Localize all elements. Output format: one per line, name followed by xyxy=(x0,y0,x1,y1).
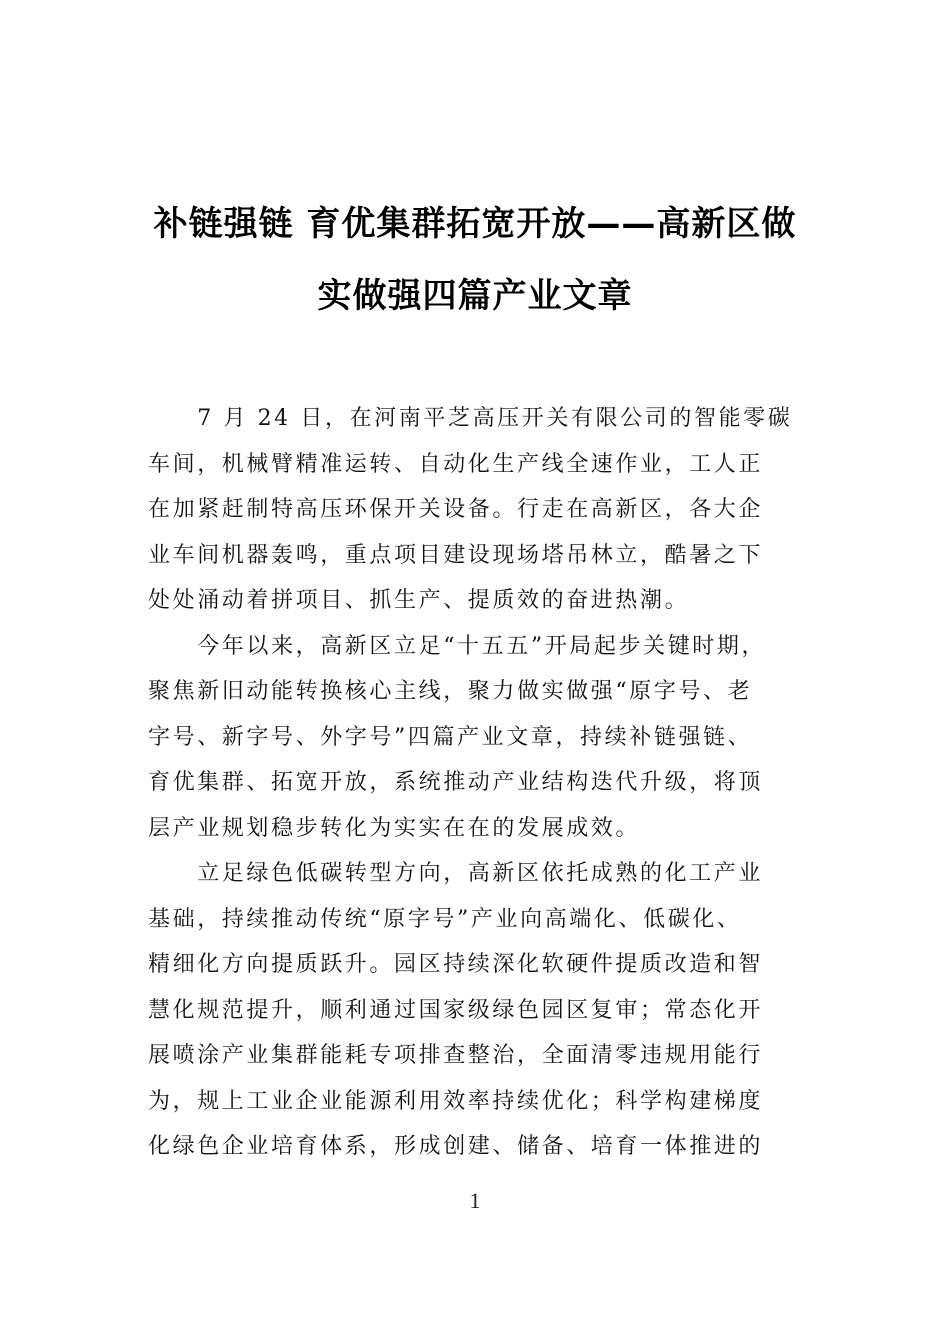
title-line-2: 实做强四篇产业文章 xyxy=(317,276,633,316)
title-line-1: 补链强链 育优集群拓宽开放——高新区做 xyxy=(153,204,797,244)
paragraph-line: 聚焦新旧动能转换核心主线，聚力做实做强“原字号、老 xyxy=(148,679,753,704)
paragraph-line: 7 月 24 日，在河南平芝高压开关有限公司的智能零碳 xyxy=(148,406,793,431)
paragraph-line: 今年以来，高新区立足“十五五”开局起步关键时期， xyxy=(148,633,767,659)
paragraph-line: 育优集群、拓宽开放，系统推动产业结构迭代升级，将顶 xyxy=(148,770,764,795)
paragraph-line: 处处涌动着拼项目、抓生产、提质效的奋进热潮。 xyxy=(148,588,690,613)
paragraph-2 xyxy=(148,624,808,852)
paragraph-line: 立足绿色低碳转型方向，高新区依托成熟的化工产业 xyxy=(148,861,764,886)
paragraph-line: 层产业规划稳步转化为实实在在的发展成效。 xyxy=(148,815,641,841)
document-body xyxy=(148,396,808,1170)
paragraph-line: 为，规上工业企业能源利用效率持续优化；科学构建梯度 xyxy=(148,1088,764,1114)
page-number: 1 xyxy=(469,1188,481,1213)
paragraph-line: 慧化规范提升，顺利通过国家级绿色园区复审；常态化开 xyxy=(148,997,764,1023)
paragraph-3 xyxy=(148,851,808,1170)
paragraph-line: 展喷涂产业集群能耗专项排查整治，全面清零违规用能行 xyxy=(148,1043,764,1068)
paragraph-line: 精细化方向提质跃升。园区持续深化软硬件提质改造和智 xyxy=(148,952,764,977)
paragraph-line: 在加紧赶制特高压环保开关设备。行走在高新区，各大企 xyxy=(148,497,764,522)
paragraph-line: 业车间机器轰鸣，重点项目建设现场塔吊林立，酷暑之下 xyxy=(148,542,764,568)
paragraph-line: 字号、新字号、外字号”四篇产业文章，持续补链强链、 xyxy=(148,724,753,750)
paragraph-line: 基础，持续推动传统“原字号”产业向高端化、低碳化、 xyxy=(148,906,742,932)
paragraph-line: 化绿色企业培育体系，形成创建、储备、培育一体推进的 xyxy=(148,1134,764,1159)
document-title xyxy=(120,188,830,332)
paragraph-line: 车间，机械臂精准运转、自动化生产线全速作业，工人正 xyxy=(148,451,764,477)
paragraph-1 xyxy=(148,396,808,624)
